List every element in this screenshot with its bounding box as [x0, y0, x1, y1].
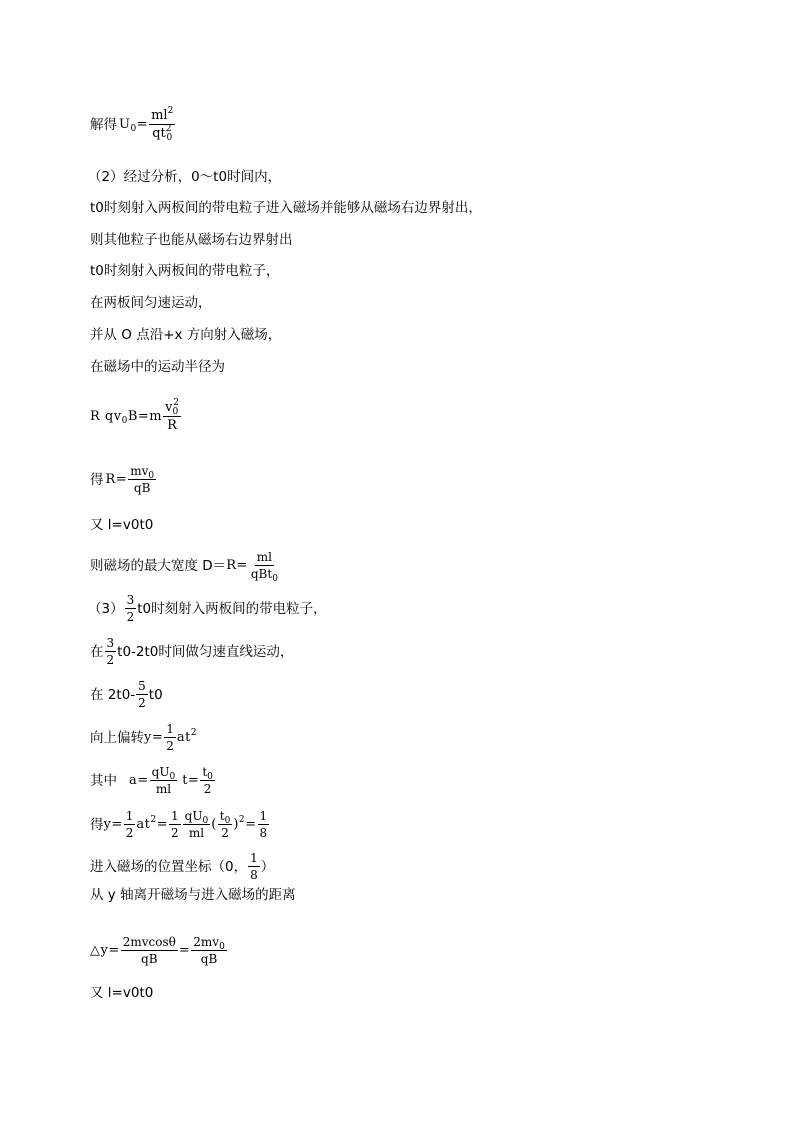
label-jiede: 解得	[90, 116, 117, 133]
fraction-mv0-qb: $\frac{mv_0}{qB}$	[130, 464, 155, 495]
fraction-5-2: $\frac{5}{2}$	[138, 679, 146, 710]
text-line-6: 在两板间匀速运动，	[90, 295, 212, 311]
text-line-15: 在 2t 0 - $\frac{5}{2}$ t 0	[90, 679, 163, 710]
fraction-3-2: $\frac{3}{2}$	[126, 593, 135, 624]
eq-deflection-line: 向上偏转 y= $\frac{1}{2}$ $at^2$	[90, 722, 198, 753]
eq-u0-lhs: $U_0=$	[119, 116, 149, 134]
text-line-4: 则其他粒子也能从磁场右边界射出	[90, 232, 293, 248]
text-line-14: 在 $\frac{3}{2}$ t 0 -2t 0 时间做匀速直线运动，	[90, 636, 294, 667]
text-line-3: t 0 时刻射入两板间的带电粒子进入磁场并能够从磁场右边界射出，	[90, 200, 482, 216]
eq-result-y-line: 得 y= $\frac{1}{2}$ $at^2=$ $\frac{1}{2}$ $\frac{qU_0}{ml}$ ( $\frac{t_0}{2}$ )$^2$= $\frac{1}{8}$	[90, 809, 268, 840]
eq-u0-line	[90, 108, 176, 141]
fraction-2mvcos-qb: $\frac{2mvcos\theta}{qB}$	[122, 935, 176, 966]
fraction-3-2-b: $\frac{3}{2}$	[106, 636, 115, 667]
fraction-1-8: $\frac{1}{8}$	[259, 809, 268, 840]
eq-l-line: 又 l=v 0 t 0	[90, 517, 154, 533]
fraction-2mv0-qb: $\frac{2mv_0}{qB}$	[193, 935, 225, 966]
text-line-7: 并从 O 点沿+x 方向射入磁场，	[90, 327, 282, 343]
eq-lorentz-lhs: R $qv_0B=m$	[90, 408, 163, 426]
eq-l-line-2: 又 l=v 0 t 0	[90, 985, 154, 1001]
fraction-qu0-ml-b: $\frac{qU_0}{ml}$	[184, 809, 209, 840]
fraction-ml-qbt0: $\frac{ml}{qBt_0}$	[250, 550, 278, 584]
fraction-qu0-ml: $\frac{qU_0}{ml}$	[151, 765, 176, 796]
eq-where-line: 其中 a= $\frac{qU_0}{ml}$ t= $\frac{t_0}{2}$	[90, 765, 213, 796]
fraction-t0-2-b: $\frac{t_0}{2}$	[219, 809, 231, 840]
text-line-8: 在磁场中的运动半径为	[90, 359, 225, 375]
fraction-t0-2: $\frac{t_0}{2}$	[202, 765, 213, 796]
eq-delta-y-line: △y= $\frac{2mvcos\theta}{qB}$ = $\frac{2mv_0}{qB}$	[90, 935, 225, 966]
eq-lorentz-line	[90, 400, 182, 433]
text-line-5: t 0 时刻射入两板间的带电粒子，	[90, 263, 280, 279]
fraction-u0: $\frac{ml^2}{qt^2_0}$	[151, 106, 174, 143]
fraction-1-8-b: $\frac{1}{8}$	[250, 851, 258, 882]
fraction-1-2: $\frac{1}{2}$	[166, 722, 174, 753]
fraction-half-b: $\frac{1}{2}$	[171, 809, 179, 840]
text-line-2: （2）经过分析，0～t 0 时间内，	[88, 169, 282, 185]
text-line-13: （3） $\frac{3}{2}$ t 0 时刻射入两板间的带电粒子，	[88, 593, 327, 624]
fraction-half-a: $\frac{1}{2}$	[125, 809, 134, 840]
text-line-20: 从 y 轴离开磁场与进入磁场的距离	[90, 887, 296, 903]
eq-width-line: 则磁场的最大宽度 D＝ R= $\frac{ml}{qBt_0}$	[90, 550, 278, 584]
fraction-v0sq-r: $\frac{v_0^2}{R}$	[165, 398, 179, 433]
text-line-19: 进入磁场的位置坐标（0， $\frac{1}{8}$ ）	[90, 851, 275, 882]
eq-radius-line: 得 R= $\frac{mv_0}{qB}$	[90, 464, 155, 495]
